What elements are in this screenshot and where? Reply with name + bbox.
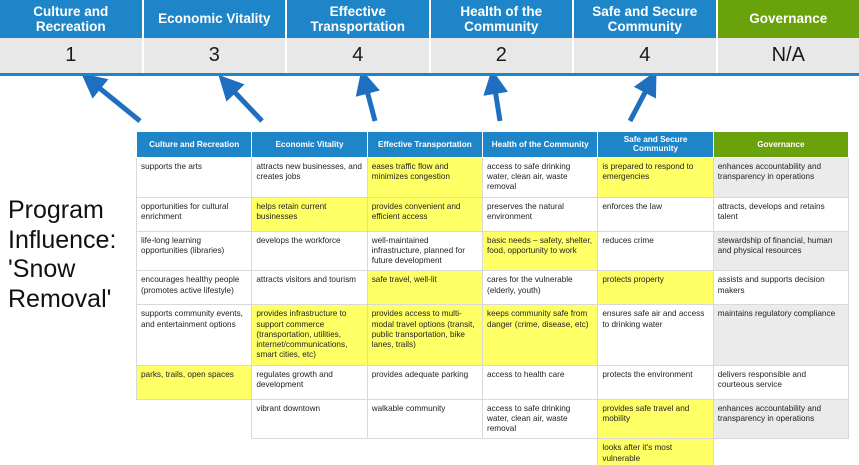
matrix-col-culture-and-recreation: Culture and Recreation (137, 132, 252, 158)
header-label: Economic Vitality (158, 11, 271, 27)
matrix-cell: supports community events, and entertainment options (137, 305, 252, 365)
matrix-cell: vibrant downtown (252, 399, 367, 439)
matrix-cell: enhances accountability and transparency in operations (713, 157, 848, 197)
influence-arrow-1 (92, 82, 140, 121)
matrix-cell (137, 439, 252, 465)
matrix-cell: well-maintained infrastructure, planned for future development (367, 231, 482, 271)
program-influence-caption: Program Influence: 'Snow Removal' (8, 196, 117, 313)
matrix-cell: delivers responsible and courteous service (713, 365, 848, 399)
matrix-cell: opportunities for cultural enrichment (137, 197, 252, 231)
influence-arrow-4 (494, 83, 500, 121)
matrix-cell: walkable community (367, 399, 482, 439)
matrix-cell: provides adequate parking (367, 365, 482, 399)
matrix-cell: provides infrastructure to support commerce (transportation, utilities, internet/communications, smart cities, etc) (252, 305, 367, 365)
header-label: Governance (749, 11, 828, 27)
matrix-cell: protects the environment (598, 365, 713, 399)
table-row (137, 197, 849, 231)
table-row (137, 399, 849, 439)
matrix-cell: parks, trails, open spaces (137, 365, 252, 399)
header-label: Health of the Community (460, 3, 543, 34)
influence-arrows-group (0, 76, 859, 132)
matrix-cell: provides convenient and efficient access (367, 197, 482, 231)
header-label: Culture and Recreation (33, 3, 109, 34)
matrix-col-economic-vitality: Economic Vitality (252, 132, 367, 158)
score-health-of-the-community: 2 (431, 38, 575, 73)
matrix-cell: attracts, develops and retains talent (713, 197, 848, 231)
matrix-col-health-of-the-community: Health of the Community (483, 132, 598, 158)
table-row (137, 439, 849, 465)
header-cell-safe-and-secure-community (574, 0, 718, 38)
table-row (137, 271, 849, 305)
influence-arrow-2 (228, 85, 262, 121)
matrix-cell: protects property (598, 271, 713, 305)
matrix-col-effective-transportation: Effective Transportation (367, 132, 482, 158)
matrix-col-governance: Governance (713, 132, 848, 158)
header-cell-culture-and-recreation (0, 0, 144, 38)
header-cell-effective-transportation (287, 0, 431, 38)
header-label: Safe and Secure Community (592, 3, 698, 34)
matrix-cell: attracts new businesses, and creates jobs (252, 157, 367, 197)
header-label: Effective Transportation (310, 3, 405, 34)
matrix-cell: enhances accountability and transparency in operations (713, 399, 848, 439)
matrix-cell: enforces the law (598, 197, 713, 231)
outcomes-matrix (136, 131, 849, 465)
matrix-cell (367, 439, 482, 465)
matrix-cell (713, 439, 848, 465)
matrix-cell: eases traffic flow and minimizes congestion (367, 157, 482, 197)
matrix-cell: develops the workforce (252, 231, 367, 271)
matrix-cell: provides access to multi-modal travel options (transit, public transportation, bike lanes, trails) (367, 305, 482, 365)
matrix-cell: safe travel, well-lit (367, 271, 482, 305)
matrix-header-row (137, 132, 849, 158)
matrix-cell (252, 439, 367, 465)
strategic-priority-header-strip (0, 0, 859, 38)
matrix-cell (137, 399, 252, 439)
influence-arrow-3 (365, 83, 375, 121)
matrix-cell: looks after it's most vulnerable (598, 439, 713, 465)
matrix-cell: access to safe drinking water, clean air, waste removal (483, 157, 598, 197)
matrix-cell: ensures safe air and access to drinking water (598, 305, 713, 365)
table-row (137, 157, 849, 197)
matrix-cell: helps retain current businesses (252, 197, 367, 231)
header-cell-health-of-the-community (431, 0, 575, 38)
header-cell-governance (718, 0, 859, 38)
matrix-cell: regulates growth and development (252, 365, 367, 399)
score-economic-vitality: 3 (144, 38, 288, 73)
matrix-cell: maintains regulatory compliance (713, 305, 848, 365)
table-row (137, 231, 849, 271)
score-culture-and-recreation: 1 (0, 38, 144, 73)
matrix-cell: keeps community safe from danger (crime, disease, etc) (483, 305, 598, 365)
matrix-col-safe-and-secure-community: Safe and Secure Community (598, 132, 713, 158)
matrix-cell: access to health care (483, 365, 598, 399)
matrix-cell: reduces crime (598, 231, 713, 271)
matrix-cell: access to safe drinking water, clean air, waste removal (483, 399, 598, 439)
matrix-cell: preserves the natural environment (483, 197, 598, 231)
matrix-cell: provides safe travel and mobility (598, 399, 713, 439)
matrix-cell (483, 439, 598, 465)
matrix-cell: cares for the vulnerable (elderly, youth) (483, 271, 598, 305)
score-safe-and-secure-community: 4 (574, 38, 718, 73)
matrix-body (137, 157, 849, 465)
matrix-cell: encourages healthy people (promotes active lifestyle) (137, 271, 252, 305)
influence-arrow-5 (630, 83, 650, 121)
score-effective-transportation: 4 (287, 38, 431, 73)
matrix-cell: supports the arts (137, 157, 252, 197)
table-row (137, 305, 849, 365)
matrix-cell: attracts visitors and tourism (252, 271, 367, 305)
matrix-cell: stewardship of financial, human and physical resources (713, 231, 848, 271)
score-governance: N/A (771, 44, 805, 66)
matrix-cell: is prepared to respond to emergencies (598, 157, 713, 197)
matrix-cell: basic needs – safety, shelter, food, opportunity to work (483, 231, 598, 271)
table-row (137, 365, 849, 399)
header-cell-economic-vitality (144, 0, 288, 38)
matrix-cell: life-long learning opportunities (libraries) (137, 231, 252, 271)
score-strip (0, 38, 859, 76)
matrix-cell: assists and supports decision makers (713, 271, 848, 305)
